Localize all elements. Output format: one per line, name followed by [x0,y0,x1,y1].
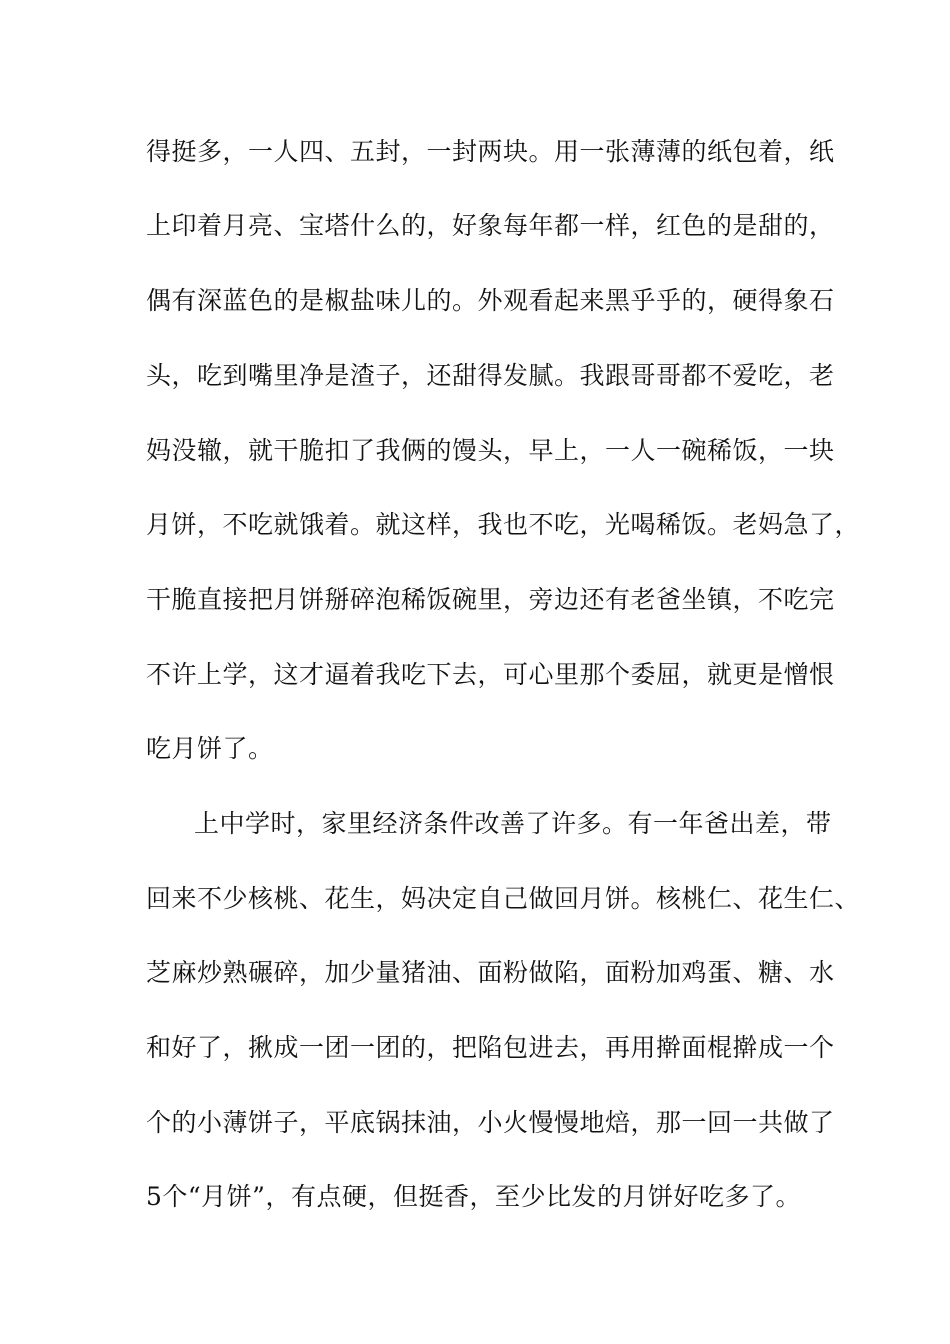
text-line: 干脆直接把月饼掰碎泡稀饭碗里，旁边还有老爸坐镇，不吃完 [146,585,835,614]
text-line: 和好了，揪成一团一团的，把陷包进去，再用擀面棍擀成一个 [146,1033,835,1062]
paragraph-first-line: 上中学时，家里经济条件改善了许多。有一年爸出差，带 [194,809,832,838]
text-line: 月饼，不吃就饿着。就这样，我也不吃，光喝稀饭。老妈急了， [146,510,861,539]
text-line: 5个“月饼”，有点硬，但挺香，至少比发的月饼好吃多了。 [146,1182,801,1211]
text-line: 芝麻炒熟碾碎，加少量猪油、面粉做陷，面粉加鸡蛋、糖、水 [146,958,835,987]
text-line: 偶有深蓝色的是椒盐味儿的。外观看起来黑乎乎的，硬得象石 [146,286,835,315]
text-line: 个的小薄饼子，平底锅抹油，小火慢慢地焙，那一回一共做了 [146,1108,835,1137]
text-line: 头，吃到嘴里净是渣子，还甜得发腻。我跟哥哥都不爱吃，老 [146,361,835,390]
text-line: 不许上学，这才逼着我吃下去，可心里那个委屈，就更是憎恨 [146,660,835,689]
text-line: 吃月饼了。 [146,734,274,763]
text-line: 回来不少核桃、花生，妈决定自己做回月饼。核桃仁、花生仁、 [146,884,861,913]
text-line: 上印着月亮、宝塔什么的，好象每年都一样，红色的是甜的， [146,211,835,240]
text-line: 得挺多，一人四、五封，一封两块。用一张薄薄的纸包着，纸 [146,137,835,166]
text-line: 妈没辙，就干脆扣了我俩的馒头，早上，一人一碗稀饭，一块 [146,436,835,465]
